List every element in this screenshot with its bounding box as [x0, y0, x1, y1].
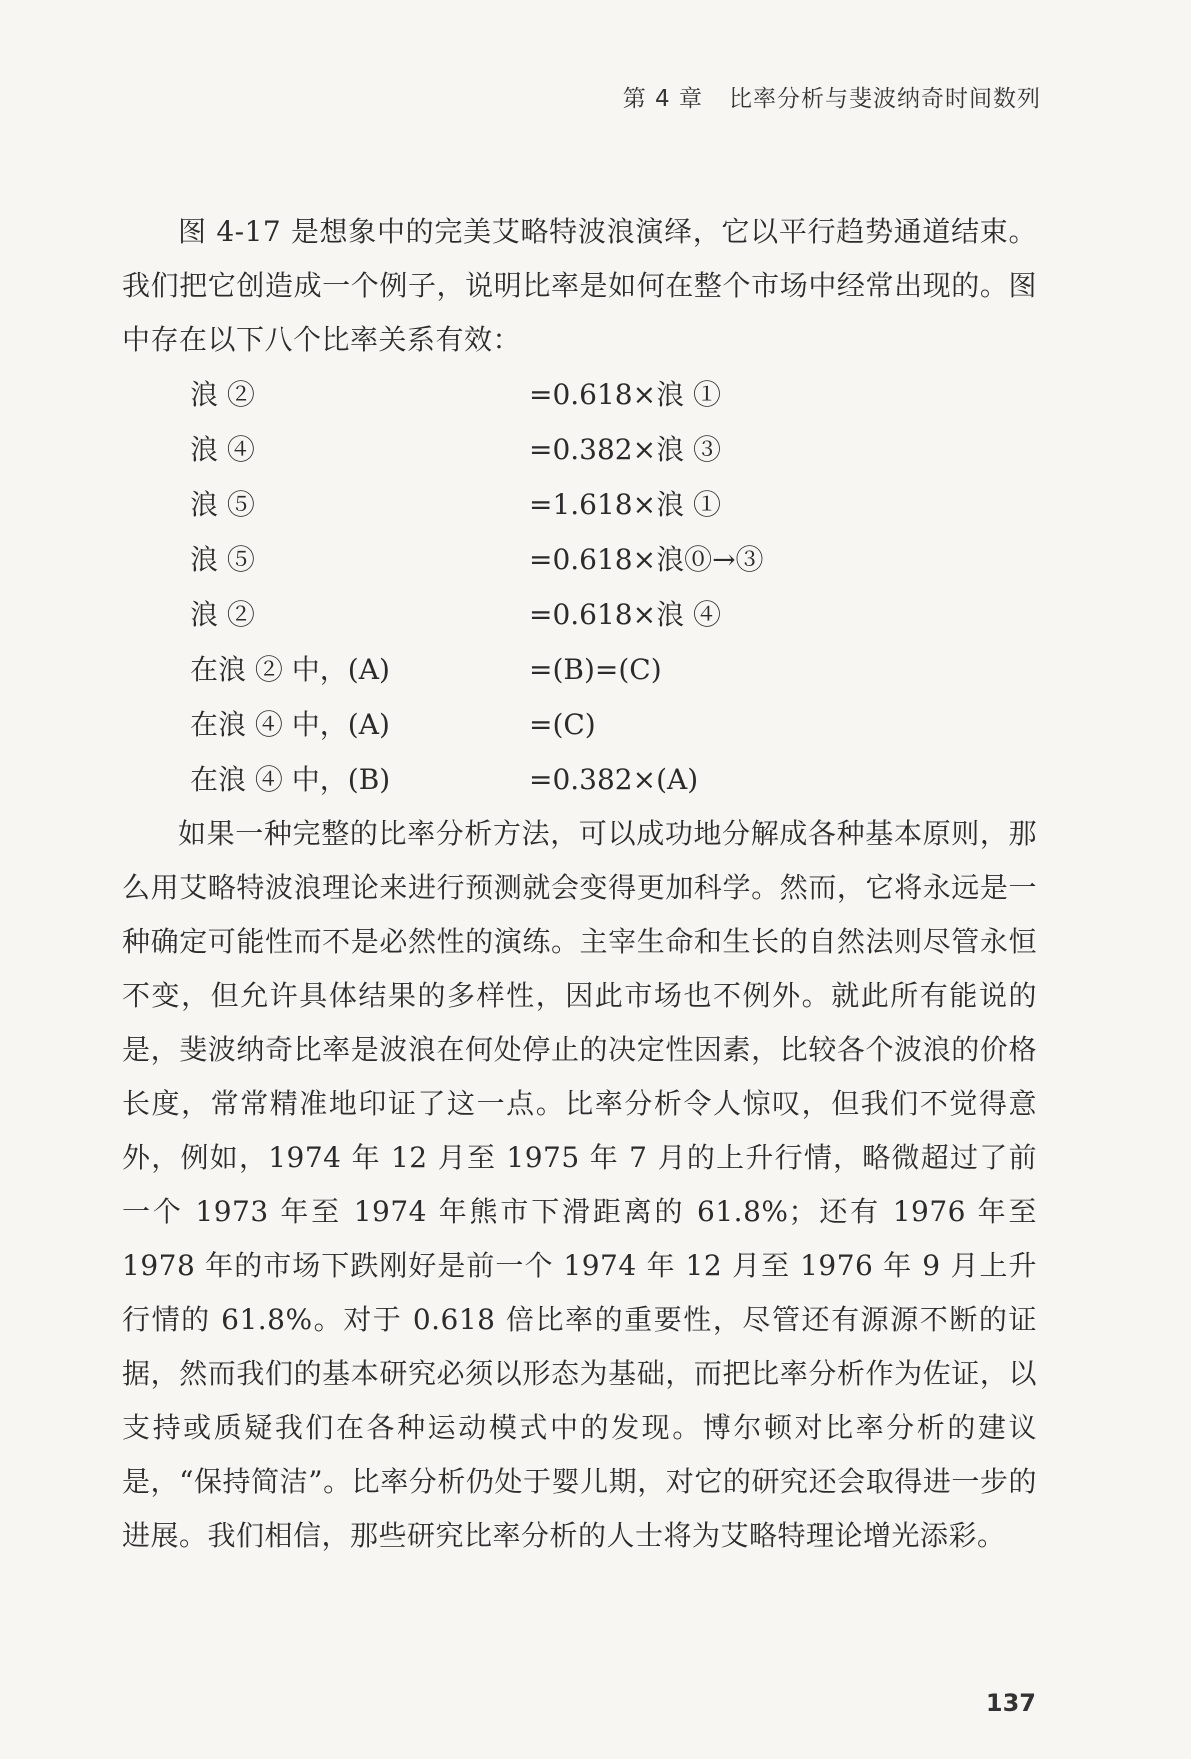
ratio-lhs: 浪 ②: [190, 598, 255, 631]
chapter-title: 比率分析与斐波纳奇时间数列: [729, 86, 1041, 112]
chapter-number: 第 4 章: [622, 86, 703, 112]
ratio-rhs: =0.382×(A): [529, 763, 699, 796]
ratio-rhs: =(B)=(C): [529, 653, 662, 686]
ratio-row: [122, 642, 1037, 697]
ratio-rhs: =0.618×浪⓪→③: [529, 543, 764, 576]
ratio-row: [122, 477, 1037, 532]
ratio-lhs: 浪 ④: [190, 433, 255, 466]
ratio-rhs: =0.618×浪 ④: [529, 598, 721, 631]
ratio-rhs: =0.382×浪 ③: [529, 433, 721, 466]
intro-paragraph: 图 4-17 是想象中的完美艾略特波浪演绎，它以平行趋势通道结束。我们把它创造成一个例子，说明比率是如何在整个市场中经常出现的。图中存在以下八个比率关系有效：: [122, 215, 1037, 356]
ratio-row: [122, 422, 1037, 477]
ratio-rhs: =(C): [529, 708, 596, 741]
ratio-lhs: 浪 ②: [190, 378, 255, 411]
ratio-lhs: 在浪 ④ 中，(B): [190, 763, 391, 796]
ratio-lhs: 在浪 ② 中，(A): [190, 653, 390, 686]
ratio-row: [122, 532, 1037, 587]
page-number: 137: [985, 1689, 1036, 1717]
ratio-rhs: =0.618×浪 ①: [529, 378, 721, 411]
ratio-row: [122, 587, 1037, 642]
ratio-row: [122, 697, 1037, 752]
page-content: [122, 205, 1037, 1563]
ratio-rhs: =1.618×浪 ①: [529, 488, 721, 521]
ratio-row: [122, 367, 1037, 422]
ratio-lhs: 在浪 ④ 中，(A): [190, 708, 390, 741]
ratio-lhs: 浪 ⑤: [190, 488, 255, 521]
ratio-row: [122, 752, 1037, 807]
running-header: [623, 80, 1041, 113]
ratio-lhs: 浪 ⑤: [190, 543, 255, 576]
body-paragraph: 如果一种完整的比率分析方法，可以成功地分解成各种基本原则，那么用艾略特波浪理论来进行预测就会变得更加科学。然而，它将永远是一种确定可能性而不是必然性的演练。主宰生命和生长的自然法则尽管永恒不变，但允许具体结果的多样性，因此市场也不例外。就此所有能说的是，斐波纳奇比率是波浪在何处停止的决定性因素，比较各个波浪的价格长度，常常精准地印证了这一点。比率分析令人惊叹，但我们不觉得意外，例如，1974 年 12 月至 1975 年 7 月的上升行情，略微超过了前一个 1973 年至 1974 年熊市下滑距离的 61.8%；还有 1976 年至 1978 年的市场下跌刚好是前一个 1974 年 12 月至 1976 年 9 月上升行情的 61.8%。对于 0.618 倍比率的重要性，尽管还有源源不断的证据，然而我们的基本研究必须以形态为基础，而把比率分析作为佐证，以支持或质疑我们在各种运动模式中的发现。博尔顿对比率分析的建议是，“保持简洁”。比率分析仍处于婴儿期，对它的研究还会取得进一步的进展。我们相信，那些研究比率分析的人士将为艾略特理论增光添彩。: [122, 817, 1037, 1552]
ratio-list: [122, 367, 1037, 807]
